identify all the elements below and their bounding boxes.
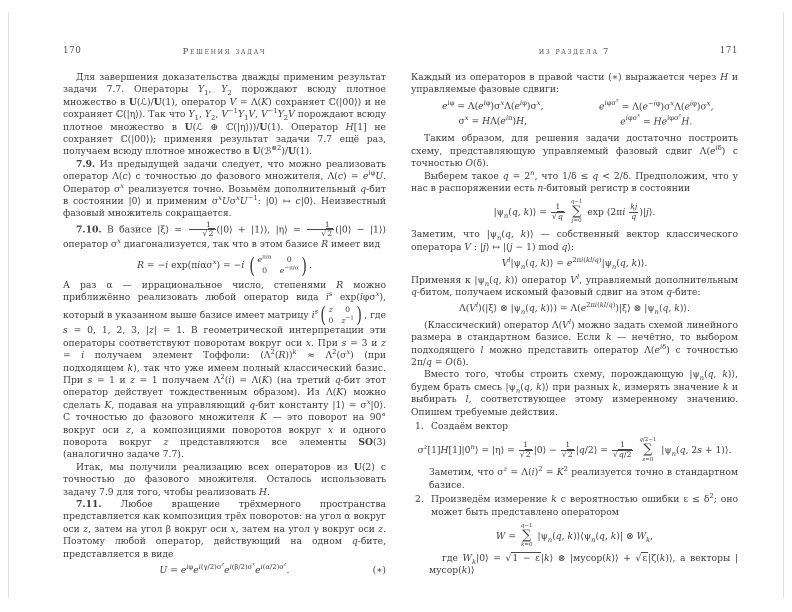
display-formula: $V^l|\psi_n(q$, k)⟩ = $e^{2\pi i(kl/q)}|\psi_n(q$, k)⟩. [501, 256, 648, 271]
right-page-header [411, 46, 738, 59]
equation: $\sigma^x = H\Lambda(e^{i\pi})H$, [458, 113, 528, 127]
equation-grid [411, 97, 738, 128]
solution-paragraph: Выберем такое $q = 2^n$, что 1/δ ≤ q < 2/δ. Предположим, что у нас в распоряжении есть n-битовый регистр в состоянии [411, 168, 738, 194]
solution-paragraph: Итак, мы получили реализацию всех операторов из U(2) с точностью до фазового множителя. Осталось использовать задачу 7.9 для того, чтобы реализовать H. [63, 461, 386, 498]
running-title-left: Решения задач [182, 46, 267, 56]
solution-paragraph: Таким образом, для решения задачи достаточно построить схему, представляющую управляемый фазовый сдвиг $\Lambda(e^{i\delta})$ с точностью O(δ). [411, 133, 738, 170]
equation: $e^{i\varphi\sigma^x} = He^{i\varphi\sigma^z}H$. [620, 112, 693, 127]
solution-paragraph: 7.9. Из предыдущей задачи следует, что можно реализовать оператор Λ(c) с точностью до фазового множителя, $\Lambda(c) = e^{i\varphi}U$. Оператор $\sigma^x$ реализуется точно. Возьмём дополнительный q-бит в состоянии |0⟩ и применим $\sigma^xU\sigma^xU^{-1}$: |0⟩ ↦ c|0⟩. Неизвестный фазовый множитель сокращается. [63, 158, 386, 220]
left-page [63, 46, 386, 608]
right-page [411, 46, 738, 608]
numbered-list-item: 2. Произведём измерение k с вероятностью ошибки $\varepsilon \le \delta^2$; оно может быть представлено оператором [415, 492, 738, 518]
display-formula: W = q−1 ∑ k=0 $|\psi_n(q$, $k)⟩⟨\psi_n(q$, k)| ⊗ $W_k$, [495, 523, 654, 549]
equation: $e^{i\varphi\sigma^z} = \Lambda(e^{-i\varphi})\sigma^x\Lambda(e^{i\varphi})\sigma^x$, [599, 97, 714, 113]
solution-paragraph: 7.11. Любое вращение трёхмерного пространства представляется как композиция трёх поворотов: на угол α вокруг оси z, затем на угол β вокруг оси x, затем на угол γ вокруг оси z. Поэтому любой оператор, действующий на одном q-бите, представляется в виде [63, 499, 386, 560]
solution-paragraph: Для завершения доказательства дважды применим результат задачи 7.7. Операторы $Y_1$, $Y_2$ порождают всюду плотное множество в U(ℒ)/U(1), оператор V = Λ(K) сохраняет ℂ(|00⟩) и не сохраняет ℂ(|η⟩). Так что $Y_1$, $Y_2$, $V^{-1}Y_1V$, $V^{-1}Y_2V$ порождают всюду плотное множество в U(ℒ ⊕ ℂ(|η⟩))/U(1). Оператор H[1] не сохраняет ℂ(|00⟩); применяя результат задачи 7.7 ещё раз, получаем всюду плотное множество в U(ℬ$^{\otimes 2}$)/U(1). [63, 72, 386, 158]
list-number: 1. [415, 421, 424, 432]
solution-paragraph: А раз α — иррациональное число, степенями R можно приближённо реализовать любой оператор вида $i^s$ exp(iφσ$^x$), который в указанном выше базисе имеет матрицу $i^s$ ( z 0 0 $z^{-1}$ ) , где s = 0, 1, 2, 3, |z| = 1. В геометрической интерпретации эти операторы соответствуют поворотам вокруг оси x. При s = 3 и z = i получаем элемент Тоффоли: $(\Lambda^2(R))^k \approx \Lambda^2(\sigma^x)$ (при подходящем k), так что уже имеем полный классический базис. При s = 1 и z = 1 получаем $\Lambda^2(i) = \Lambda(K)$ (на третий q-бит этот оператор действует тождественным образом). Из Λ(K) можно сделать K, подавая на управляющий q-бит константу |1⟩ = $\sigma^x|0⟩$. С точностью до фазового множителя K — это поворот на 90° вокруг оси z, а композициями поворотов вокруг x и одного поворота вокруг z представляются все элементы SO(3) (аналогично задаче 7.7). [63, 280, 386, 461]
display-formula: $|\psi_n(q$, k)⟩ = $\frac{1}{√q}$ q−1 ∑ j=0 exp (2πi $\frac{kj}{q}$ )|j⟩. [493, 199, 656, 225]
solution-paragraph: Применяя к $|\psi_n(q$, k)⟩ оператор $V^l$, управляемый дополнительным q-битом, получаем искомый фазовый сдвиг на этом q-бите: [411, 272, 738, 298]
left-page-body [63, 72, 386, 608]
solution-paragraph: Вместо того, чтобы строить схему, порождающую $|\psi_n(q$, k)⟩, будем брать смесь $|\psi_n(q$, k)⟩ при разных k, измерять значение k и выбирать l, соответствующее этому измеренному значению. Опишем требуемые действия. [411, 369, 738, 418]
solution-paragraph: Заметим, что $\sigma^z = \Lambda(i)^2 = K^2$ реализуется точно в стандартном базисе. [429, 465, 738, 491]
solution-paragraph: 7.10. В базисе |ξ⟩ = $\frac{1}{√2}$ (|0⟩ + |1⟩), |η⟩ = $\frac{1}{√2}$ (|0⟩ − |1⟩) оператор $\sigma^x$ диагонализуется, так что в этом базисе R имеет вид [63, 219, 386, 251]
solution-paragraph: где $W_k|0⟩ = √1$ − ε|k⟩ ⊗ |мусор(k)⟩ + √ε|ζ(k)⟩, а векторы |мусор(k)⟩ [429, 553, 738, 577]
numbered-list-item: 1. Создаём вектор [415, 421, 509, 432]
list-number: 2. [415, 494, 424, 506]
scan-page-edge-left [8, 12, 9, 598]
running-title-right: из раздела 7 [538, 46, 611, 56]
right-page-body [411, 72, 738, 608]
solution-paragraph: (Классический) оператор $\Lambda(V^l)$ можно задать схемой линейного размера в стандартном базисе. Если k — нечётно, то выбором подходящего l можно представить оператор $\Lambda(e^{i\delta})$ с точностью 2π/q = O(δ). [411, 317, 738, 368]
page-number-right: 171 [719, 46, 738, 56]
display-formula: $\sigma^z[1]H[1]|0^n⟩$ = |η⟩ = $\frac{1}{√2}$ |0⟩ − $\frac{1}{√2}$ |q/2⟩ = $\frac{1}{√q/2}$ q/2−1 ∑ s=0 $|\psi_n(q$, 2s + 1)⟩. [417, 437, 732, 463]
equation-tag: (∗) [372, 565, 386, 577]
display-formula: $\Lambda(V^l)(|\xi⟩$ ⊗ $|\psi_n(q$, k)⟩) = $\Lambda(e^{2\pi i(kl/q)})|\xi⟩$ ⊗ $|\psi_n(q$, k)⟩. [459, 301, 690, 317]
page-number-left: 170 [63, 46, 82, 56]
display-formula: $U = e^{i\varphi}e^{i(\gamma/2)\sigma^z}e^{i(\beta/2)\sigma^x}e^{i(\alpha/2)\sigma^z}$. (∗) [159, 562, 386, 577]
solution-paragraph: Каждый из операторов в правой части (∗) выражается через H и управляемые фазовые сдвиги: [411, 72, 738, 96]
solution-paragraph: Заметим, что $|\psi_n(q$, k)⟩ — собственный вектор классического оператора V : |j⟩ ↦ |(j − 1) mod q⟩: [411, 229, 738, 253]
left-page-header [63, 46, 386, 59]
equation: $e^{i\varphi} = \Lambda(e^{i\varphi})\sigma^x\Lambda(e^{i\varphi})\sigma^x$, [442, 98, 544, 112]
scan-page-edge-right [783, 12, 784, 598]
display-formula: R = −i exp(πiασ$^x$) = −i ( $e^{\pi i\alpha}$ 0 0 $e^{-\pi i\alpha}$ ) . [137, 252, 312, 278]
